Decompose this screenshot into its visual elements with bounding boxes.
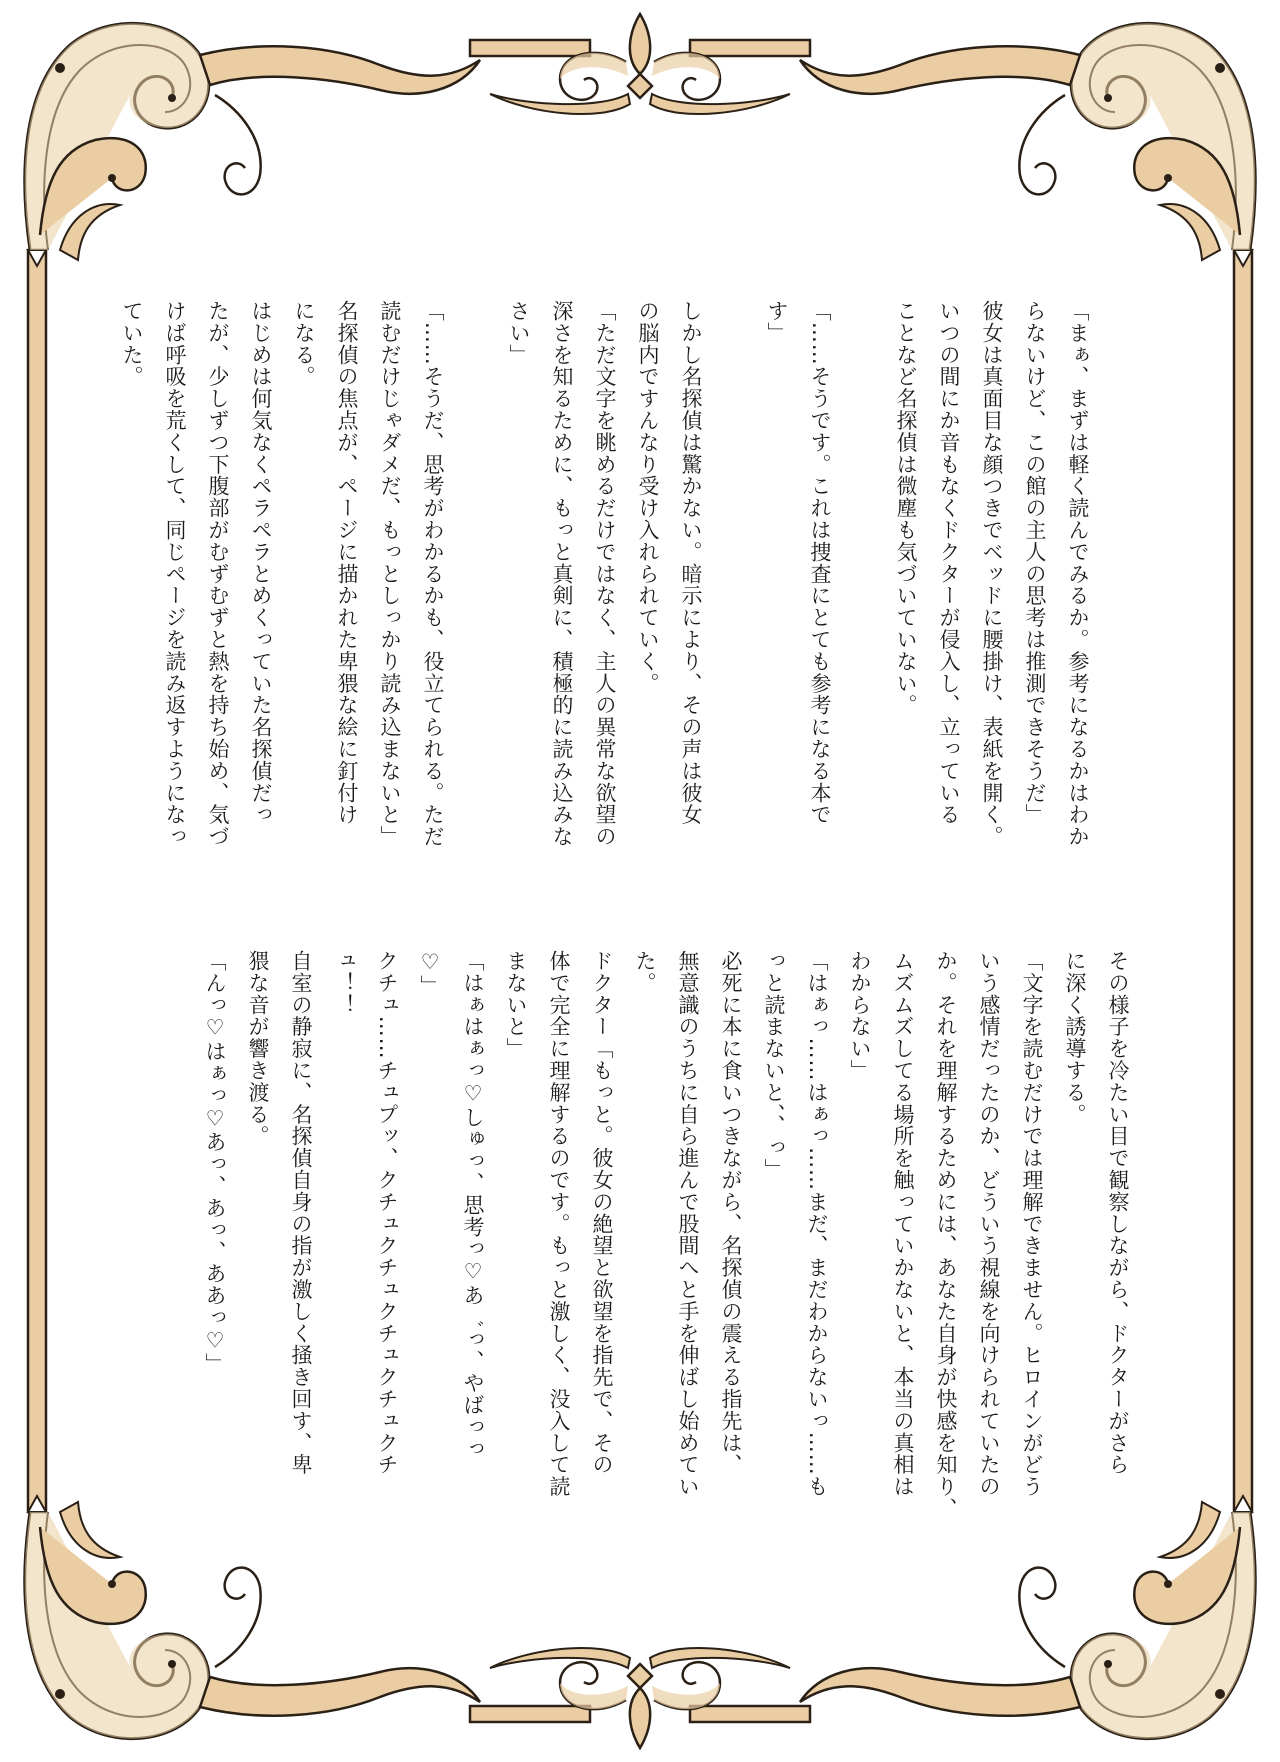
text-line: ていた。 xyxy=(120,300,144,388)
text-line: ことなど名探偵は微塵も気づいていない。 xyxy=(894,300,918,717)
upper-text-block xyxy=(110,300,1099,980)
blank-line xyxy=(712,300,755,980)
blank-line xyxy=(841,300,884,980)
text-line: 深さを知るために、もっと真剣に、積極的に読み込みな xyxy=(550,300,574,848)
text-line: たが、少しずつ下腹部がむずむずと熱を持ち始め、気づ xyxy=(206,300,230,848)
text-line: ドクター「もっと。彼女の絶望と欲望を指先で、その xyxy=(590,950,614,1476)
text-line: いう感情だったのか、どういう視線を向けられていたの xyxy=(977,950,1001,1498)
text-line: はじめは何気なくペラペラとめくっていた名探偵だっ xyxy=(249,300,273,826)
text-line: 必死に本に食いつきながら、名探偵の震える指先は、 xyxy=(719,950,743,1476)
text-line: 猥な音が響き渡る。 xyxy=(246,950,270,1148)
text-line: けば呼吸を荒くして、同じページを読み返すようになっ xyxy=(163,300,187,848)
text-line: ュ！！ xyxy=(332,950,356,1016)
frame-corner-top-left xyxy=(25,23,480,260)
text-line: 「んっ♡はぁっ♡あっ、あっ、ああっ♡」 xyxy=(203,950,227,1376)
frame-center-top-ornament xyxy=(490,14,790,114)
text-line: になる。 xyxy=(292,300,316,388)
frame-left-bar xyxy=(28,250,46,1512)
text-line: その様子を冷たい目で観察しながら、ドクターがさら xyxy=(1106,950,1130,1476)
text-line: 無意識のうちに自ら進んで股間へと手を伸ばし始めてい xyxy=(676,950,700,1498)
frame-corner-top-right xyxy=(800,23,1255,260)
text-line: わからない」 xyxy=(848,950,872,1082)
text-line: 「……そうです。これは捜査にとても参考になる本で xyxy=(808,300,832,826)
blank-line xyxy=(454,300,497,980)
text-line: ムズムズしてる場所を触っていかないと、本当の真相は xyxy=(891,950,915,1498)
text-line: さい」 xyxy=(507,300,531,366)
text-line: クチュ……チュプッ、クチュクチュクチュクチュクチ xyxy=(375,950,399,1476)
text-line: 「はぁっ……はぁっ……まだ、まだわからないっ……も xyxy=(805,950,829,1498)
text-line: まないと」 xyxy=(504,950,528,1060)
text-line: 「……そうだ、思考がわかるかも、役立てられる。ただ xyxy=(421,300,445,848)
text-line: しかし名探偵は驚かない。暗示により、その声は彼女 xyxy=(679,300,703,826)
text-line: 名探偵の焦点が、ページに描かれた卑猥な絵に釘付け xyxy=(335,300,359,826)
text-line: か。それを理解するためには、あなた自身が快感を知り、 xyxy=(934,950,958,1520)
text-line: 「はぁはぁっ♡しゅっ、思考っ♡あ゛っ、やばっっ xyxy=(461,950,485,1460)
text-line: 自室の静寂に、名探偵自身の指が激しく掻き回す、卑 xyxy=(289,950,313,1476)
frame-right-bar xyxy=(1234,250,1252,1512)
text-line: す」 xyxy=(765,300,789,344)
text-line: いつの間にか音もなくドクターが侵入し、立っている xyxy=(937,300,961,826)
text-line: 体で完全に理解するのです。もっと激しく、没入して読 xyxy=(547,950,571,1498)
text-line: 「ただ文字を眺めるだけではなく、主人の異常な欲望の xyxy=(593,300,617,848)
text-line: らないけど、この館の主人の思考は推測できそうだ」 xyxy=(1023,300,1047,826)
text-line: 彼女は真面目な顔つきでベッドに腰掛け、表紙を開く。 xyxy=(980,300,1004,848)
text-line: た。 xyxy=(633,950,657,994)
lower-text-block xyxy=(193,950,1139,1690)
text-line: 読むだけじゃダメだ、もっとしっかり読み込まないと」 xyxy=(378,300,402,848)
text-line: 「まぁ、まずは軽く読んでみるか。参考になるかはわか xyxy=(1066,300,1090,848)
text-line: の脳内ですんなり受け入れられていく。 xyxy=(636,300,660,695)
text-line: ♡」 xyxy=(418,950,442,997)
text-line: っと読まないと、、っ」 xyxy=(762,950,786,1181)
text-line: 「文字を読むだけでは理解できません。ヒロインがどう xyxy=(1020,950,1044,1498)
text-line: に深く誘導する。 xyxy=(1063,950,1087,1126)
